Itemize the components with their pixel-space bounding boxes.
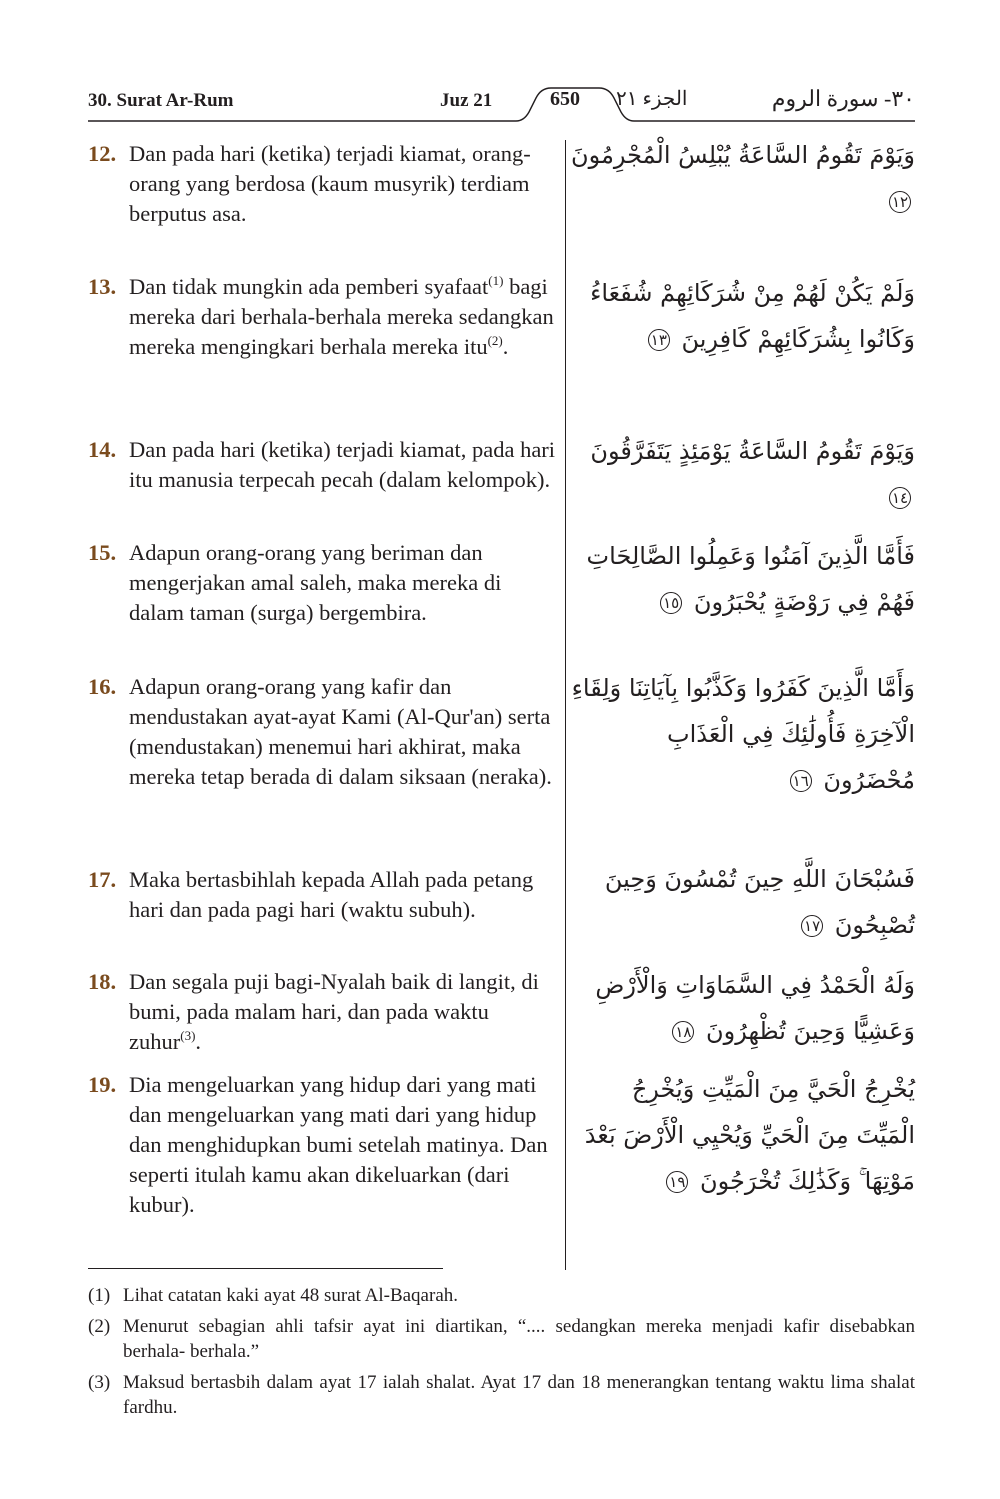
verse-number: 14. [88,437,117,462]
column-divider [565,140,566,1270]
verse-arabic [570,270,915,362]
footnote-label: (3) [88,1372,111,1393]
translation-text: Maka bertasbihlah kepada Allah pada petang hari dan pada pagi hari (waktu subuh). [129,867,534,922]
verse-number: 12. [88,141,117,166]
footnote [88,1370,915,1420]
verse-translation [88,672,558,792]
footnote-ref: (3) [180,1028,196,1043]
translation-text: Dan pada hari (ketika) terjadi kiamat, orang-orang yang berdosa (kaum musyrik) terdiam berputus asa. [129,141,531,226]
verse-translation [88,435,558,495]
translation-text: Adapun orang-orang yang beriman dan mengerjakan amal saleh, maka mereka di dalam taman (surga) bergembira. [129,540,502,625]
verse-translation [88,865,558,925]
verse-arabic [570,132,915,224]
footnote-text: Lihat catatan kaki ayat 48 surat Al-Baqarah. [123,1285,459,1306]
verse-translation [88,272,558,362]
footnote [88,1283,915,1308]
verse-end-marker: ١٣ [648,329,670,351]
verse-translation [88,538,558,628]
arabic-text: يُخْرِجُ الْحَيَّ مِنَ الْمَيِّتِ وَيُخْرِجُ الْمَيِّتَ مِنَ الْحَيِّ وَيُحْيِي الْأَرْضَ بَعْدَ مَوْتِهَا ۚ وَكَذَٰلِكَ تُخْرَجُونَ [584,1075,915,1195]
verse-number: 13. [88,274,117,299]
footnote-ref: (1) [488,273,504,288]
verse-number: 15. [88,540,117,565]
verse-end-marker: ١٦ [790,770,812,792]
arabic-text: وَأَمَّا الَّذِينَ كَفَرُوا وَكَذَّبُوا بِآيَاتِنَا وَلِقَاءِ الْآخِرَةِ فَأُولَٰئِكَ فِي الْعَذَابِ مُحْضَرُونَ [571,674,915,794]
verse-number: 16. [88,674,117,699]
arabic-text: فَأَمَّا الَّذِينَ آمَنُوا وَعَمِلُوا الصَّالِحَاتِ فَهُمْ فِي رَوْضَةٍ يُحْبَرُونَ [586,542,915,616]
verse-arabic [570,962,915,1054]
surah-title: 30. Surat Ar-Rum [88,90,234,111]
verse-end-marker: ١٩ [666,1171,688,1193]
footnote-text: Menurut sebagian ahli tafsir ayat ini diartikan, “.... sedangkan mereka menjadi kafir disebabkan berhala- berhala.” [123,1316,915,1362]
verse-end-marker: ١٧ [801,915,823,937]
verse-arabic [570,856,915,948]
footnote-label: (1) [88,1285,111,1306]
verse-end-marker: ١٤ [889,487,911,509]
verse-arabic [570,428,915,520]
verse-number: 17. [88,867,117,892]
verse-arabic [570,1066,915,1204]
verse-arabic [570,533,915,625]
verse-translation [88,967,558,1057]
translation-text: Dan segala puji bagi-Nyalah baik di langit, di bumi, pada malam hari, dan pada waktu zuhur$^{(3)}$. [129,969,539,1054]
page-number: 650 [550,88,580,110]
arabic-text: وَلَمْ يَكُنْ لَهُمْ مِنْ شُرَكَائِهِمْ شُفَعَاءُ وَكَانُوا بِشُرَكَائِهِمْ كَافِرِينَ [590,279,915,353]
translation-text: Dia mengeluarkan yang hidup dari yang mati dan mengeluarkan yang mati dari yang hidup dan menghidupkan bumi setelah matinya. Dan seperti itulah kamu akan dikeluarkan (dari kubur). [129,1072,548,1217]
translation-text: Dan tidak mungkin ada pemberi syafaat$^{(1)}$ bagi mereka dari berhala-berhala mereka sedangkan mereka mengingkari berhala mereka itu$^{(2)}$. [129,273,554,359]
arabic-text: فَسُبْحَانَ اللَّهِ حِينَ تُمْسُونَ وَحِينَ تُصْبِحُونَ [604,865,915,939]
juz-label: Juz 21 [440,90,493,111]
translation-text: Adapun orang-orang yang kafir dan mendustakan ayat-ayat Kami (Al-Qur'an) serta (mendustakan) menemui hari akhirat, maka mereka tetap berada di dalam siksaan (neraka). [129,674,552,789]
verse-number: 18. [88,969,117,994]
verse-arabic [570,665,915,803]
arabic-text: وَيَوْمَ تَقُومُ السَّاعَةُ يُبْلِسُ الْمُجْرِمُونَ [571,141,915,169]
arabic-text: وَلَهُ الْحَمْدُ فِي السَّمَاوَاتِ وَالْأَرْضِ وَعَشِيًّا وَحِينَ تُظْهِرُونَ [595,971,915,1045]
translation-text: Dan pada hari (ketika) terjadi kiamat, pada hari itu manusia terpecah pecah (dalam kelompok). [129,437,556,492]
verse-number: 19. [88,1072,117,1097]
footnote [88,1314,915,1364]
verse-end-marker: ١٥ [660,592,682,614]
page-header [88,84,915,124]
footnote-text: Maksud bertasbih dalam ayat 17 ialah shalat. Ayat 17 dan 18 menerangkan tentang waktu lima shalat fardhu. [123,1372,915,1418]
footnote-ref: (2) [487,333,503,348]
verse-end-marker: ١٨ [672,1021,694,1043]
juz-label-arabic: الجزء ٢١ [616,88,688,110]
arabic-text: وَيَوْمَ تَقُومُ السَّاعَةُ يَوْمَئِذٍ يَتَفَرَّقُونَ [590,437,915,465]
verse-translation [88,1070,558,1220]
verse-end-marker: ١٢ [889,191,911,213]
footnote-divider [88,1268,443,1269]
footnote-label: (2) [88,1316,111,1337]
surah-title-arabic: ٣٠- سورة الروم [771,86,915,111]
verse-translation [88,139,558,229]
